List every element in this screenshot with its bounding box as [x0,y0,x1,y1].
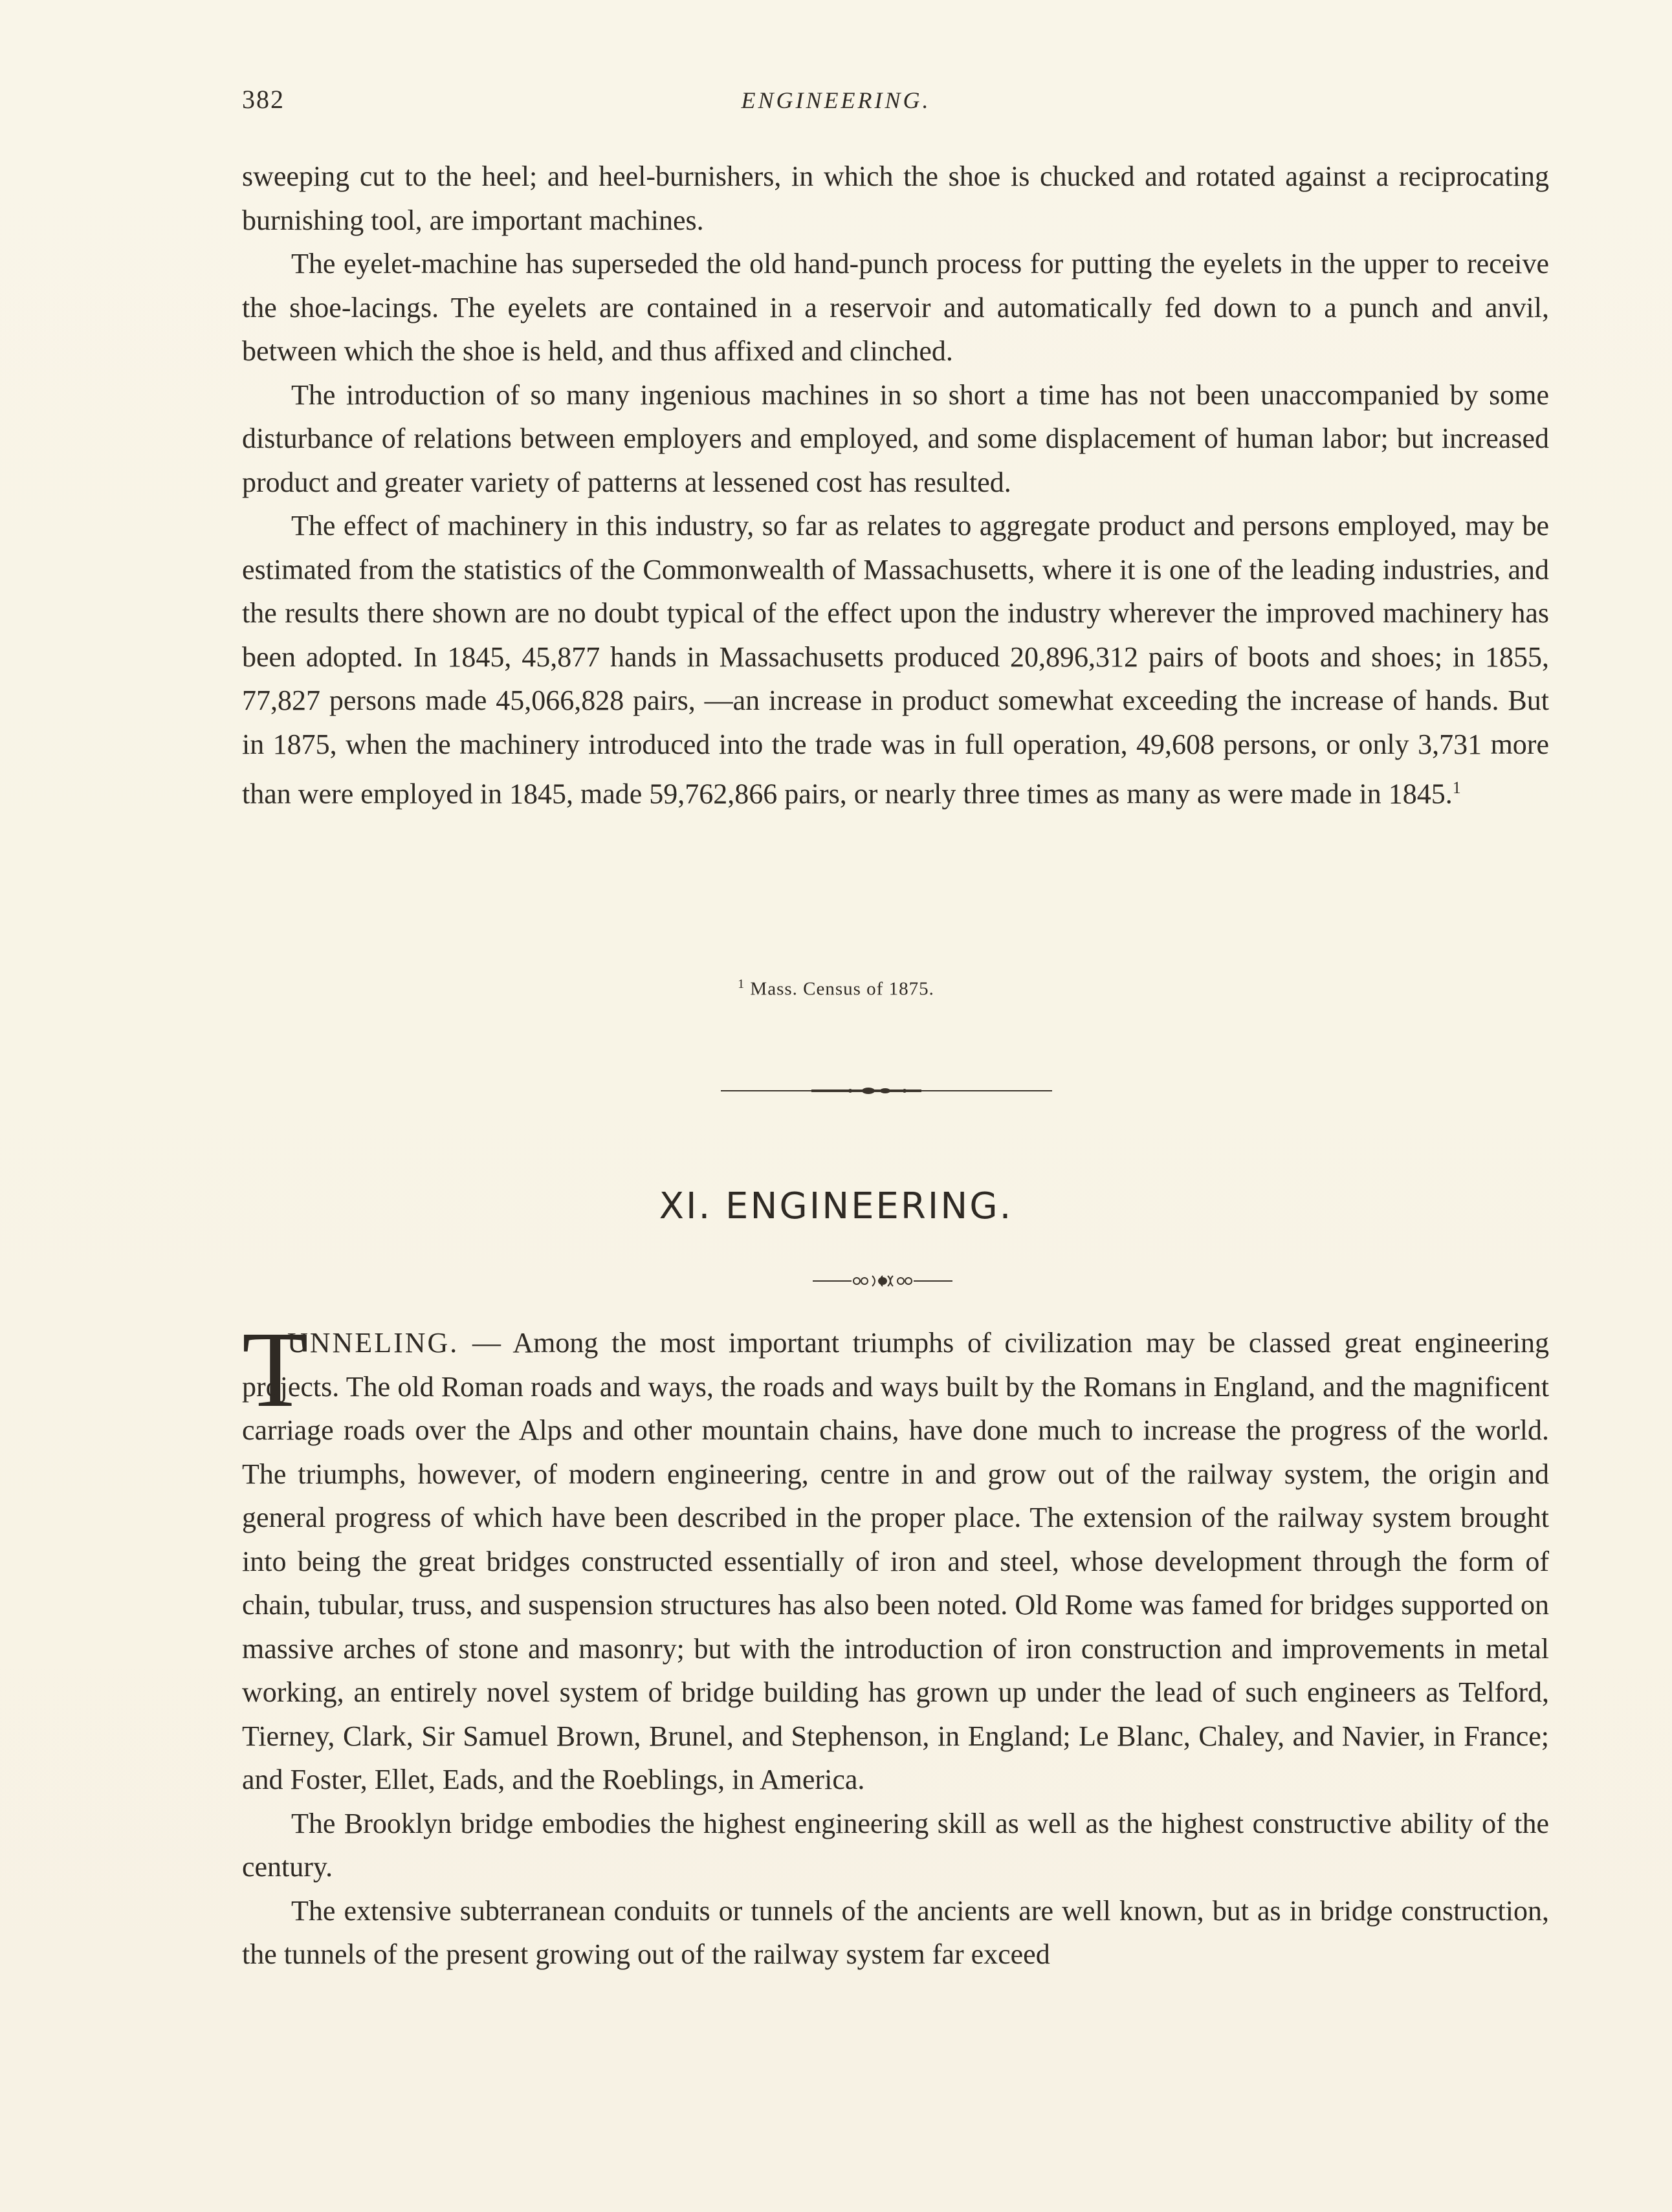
lower-text-block [242,1309,1549,1977]
ornament-flourish [813,1273,952,1289]
paragraph-heel-burnishers: sweeping cut to the heel; and heel-burnishers, in which the shoe is chucked and rotated against a reciprocating burnishing tool, are important machines. [242,160,1549,236]
footnote [0,977,1672,1000]
footnote-reference: 1 [1452,778,1461,797]
paragraph-effect-of-machinery [242,504,1549,816]
drop-cap: T [242,1309,309,1430]
footnote-marker: 1 [738,977,745,991]
tunneling-text: — Among the most important triumphs of civilization may be classed great engineering projects. The old Roman roads and ways, the roads and ways built by the Romans in England, and the magnificent carriage roads over the Alps and other mountain chains, have done much to increase the progress of the world. The triumphs, however, of modern engineering, centre in and grow out of the railway system, the origin and general progress of which have been described in the proper place. The extension of the railway system brought into being the great bridges constructed essentially of iron and steel, whose development through the form of chain, tubular, truss, and suspension structures has also been noted. Old Rome was famed for bridges supported on massive arches of stone and masonry; but with the introduction of iron construction and improvements in metal working, an entirely novel system of bridge building has grown up under the lead of such engineers as Telford, Tierney, Clark, Sir Samuel Brown, Brunel, and Stephenson, in England; Le Blanc, Chaley, and Navier, in France; and Foster, Ellet, Eads, and the Roeblings, in America. [242,1327,1549,1795]
paragraph-subterranean-conduits: The extensive subterranean conduits or tunnels of the ancients are well known, but as in bridge construction, the tunnels of the present growing out of the railway system far exceed [242,1894,1549,1970]
section-divider [721,1086,1052,1096]
page-number: 382 [242,85,285,114]
footnote-text: Mass. Census of 1875. [750,978,934,1000]
paragraph-tunneling [242,1309,1549,1802]
paragraph-introduction-of-machines: The introduction of so many ingenious machines in so short a time has not been unaccompanied by some disturbance of relations between employers and employed, and some displacement of human labor; but increased product and greater variety of patterns at lessened cost has resulted. [242,378,1549,498]
paragraph-brooklyn-bridge: The Brooklyn bridge embodies the highest engineering skill as well as the highest constructive ability of the century. [242,1807,1549,1883]
running-head: ENGINEERING. [741,87,931,113]
section-title: XI. ENGINEERING. [659,1185,1013,1227]
effect-of-machinery-text: The effect of machinery in this industry, so far as relates to aggregate product and persons employed, may be estimated from the statistics of the Commonwealth of Massachusetts, where it is one of the leading industries, and the results there shown are no doubt typical of the effect upon the industry wherever the improved machinery has been adopted. In 1845, 45,877 hands in Massachusetts produced 20,896,312 pairs of boots and shoes; in 1855, 77,827 persons made 45,066,828 pairs, —an increase in product somewhat exceeding the increase of hands. But in 1875, when the machinery introduced into the trade was in full operation, 49,608 persons, or only 3,731 more than were employed in 1845, made 59,762,866 pairs, or nearly three times as many as were made in 1845. [242,510,1549,810]
upper-text-block [242,155,1549,816]
tunneling-lead: UNNELING. [287,1327,459,1359]
paragraph-eyelet-machine: The eyelet-machine has superseded the old hand-punch process for putting the eyelets in the upper to receive the shoe-lacings. The eyelets are contained in a reservoir and automatically fed down to a punch and anvil, between which the shoe is held, and thus affixed and clinched. [242,248,1549,367]
